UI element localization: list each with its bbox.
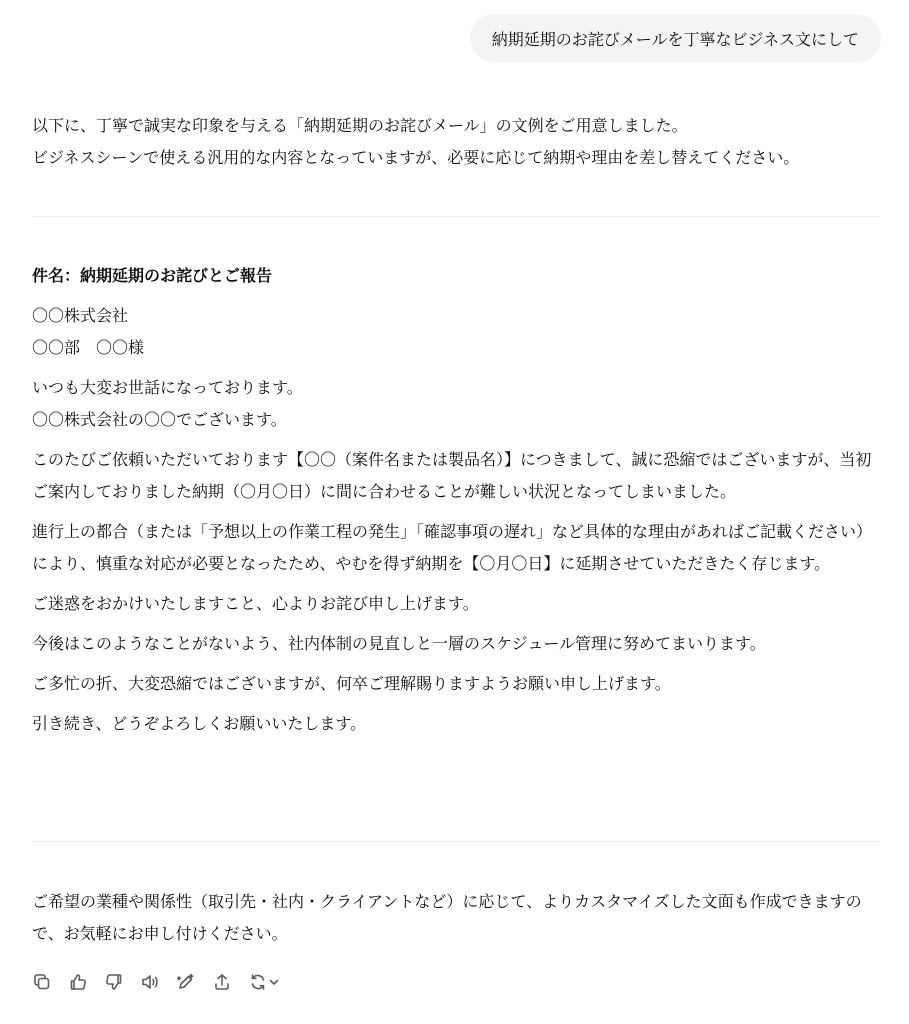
divider — [32, 216, 880, 217]
thumbs-down-button[interactable] — [104, 968, 140, 996]
assistant-outro — [32, 886, 882, 950]
edit-icon — [176, 972, 196, 992]
email-paragraph-1: このたびご依頼いただいております【〇〇（案件名または製品名）】につきまして、誠に恐縮ではございますが、当初ご案内しておりました納期（〇月〇日）に間に合わせることが難しい状況となってしまいました。 — [32, 450, 872, 501]
email-greeting-1: いつも大変お世話になっております。 — [32, 378, 303, 397]
message-actions — [32, 968, 292, 996]
read-aloud-icon — [140, 972, 160, 992]
intro-line-1: 以下に、丁寧で誠実な印象を与える「納期延期のお詫びメール」の文例をご用意しました。 — [32, 116, 688, 135]
email-greeting-2: 〇〇株式会社の〇〇でございます。 — [32, 410, 287, 429]
regenerate-button[interactable] — [248, 968, 292, 996]
chevron-down-icon — [268, 976, 280, 988]
share-icon — [212, 972, 232, 992]
share-button[interactable] — [212, 968, 248, 996]
email-template — [32, 260, 882, 748]
regenerate-icon — [248, 972, 268, 992]
email-paragraph-3: ご迷惑をおかけいたしますこと、心よりお詫び申し上げます。 — [32, 594, 479, 613]
email-paragraph-2: 進行上の都合（または「予想以上の作業工程の発生」「確認事項の遅れ」など具体的な理由があればご記載ください）により、慎重な対応が必要となったため、やむを得ず納期を【〇月〇日】に延期させていただきたく存じます。 — [32, 522, 873, 573]
read-aloud-button[interactable] — [140, 968, 176, 996]
email-recipient-company: 〇〇株式会社 — [32, 306, 129, 325]
copy-button[interactable] — [32, 968, 68, 996]
assistant-intro — [32, 110, 882, 174]
email-paragraph-5: ご多忙の折、大変恐縮ではございますが、何卒ご理解賜りますようお願い申し上げます。 — [32, 674, 671, 693]
thumbs-up-button[interactable] — [68, 968, 104, 996]
email-closing: 引き続き、どうぞよろしくお願いいたします。 — [32, 714, 367, 733]
email-subject: 件名：納期延期のお詫びとご報告 — [32, 266, 273, 285]
intro-line-2: ビジネスシーンで使える汎用的な内容となっていますが、必要に応じて納期や理由を差し替えてください。 — [32, 148, 800, 167]
user-message-bubble — [470, 14, 881, 62]
user-message-text: 納期延期のお詫びメールを丁寧なビジネス文にして — [491, 29, 859, 49]
divider — [32, 841, 880, 842]
edit-button[interactable] — [176, 968, 212, 996]
thumbs-up-icon — [68, 972, 88, 992]
outro-text: ご希望の業種や関係性（取引先・社内・クライアントなど）に応じて、よりカスタマイズした文面も作成できますので、お気軽にお申し付けください。 — [32, 892, 862, 943]
thumbs-down-icon — [104, 972, 124, 992]
email-recipient-person: 〇〇部 〇〇様 — [32, 338, 145, 357]
email-paragraph-4: 今後はこのようなことがないよう、社内体制の見直しと一層のスケジュール管理に努めてまいります。 — [32, 634, 766, 653]
copy-icon — [32, 972, 52, 992]
